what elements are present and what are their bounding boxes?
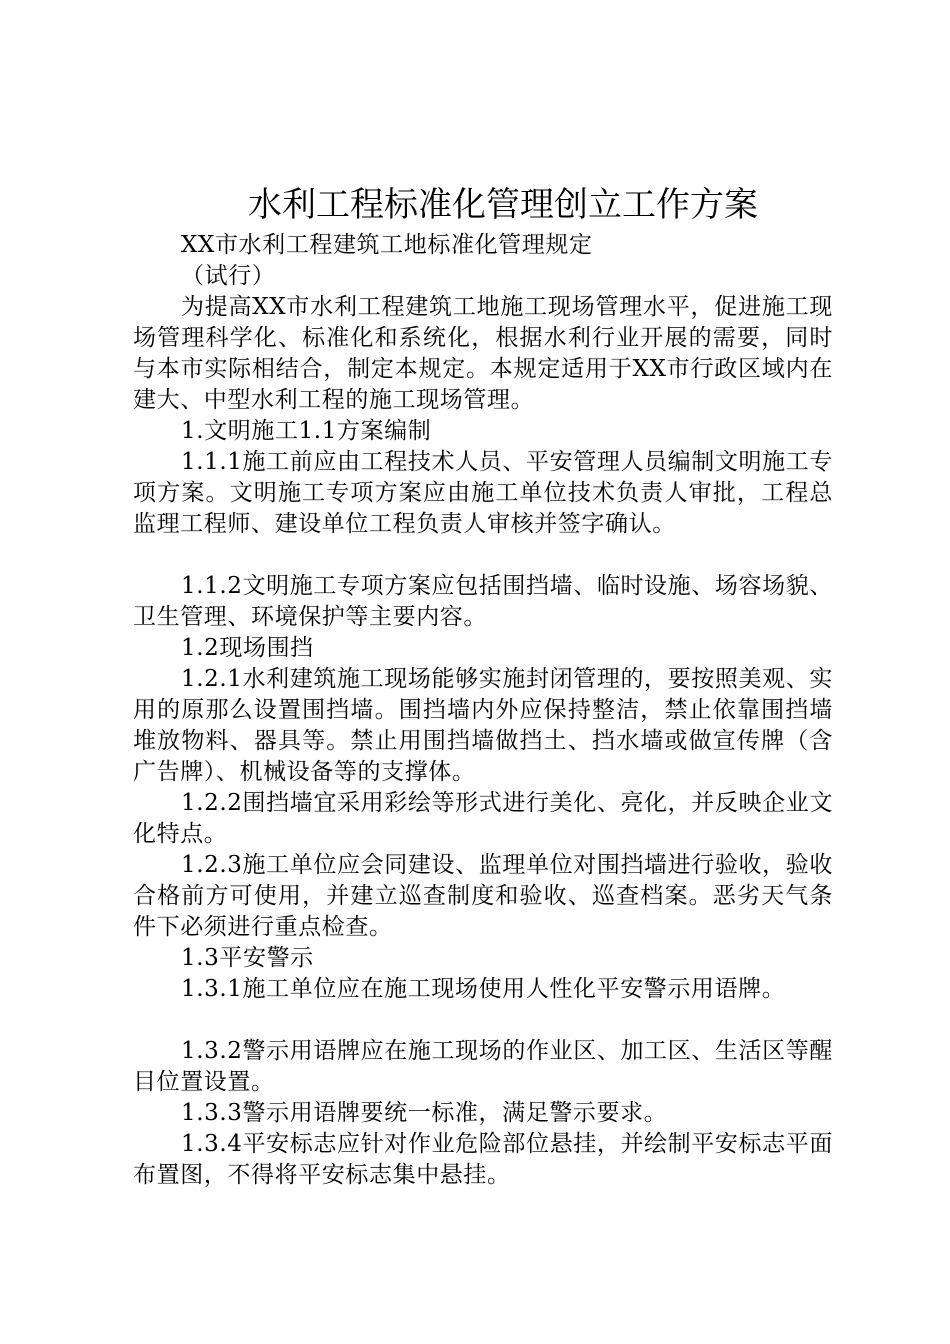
- paragraph-intro: 为提高XX市水利工程建筑工地施工现场管理水平，促进施工现场管理科学化、标准化和系统化，根据水利行业开展的需要，同时与本市实际相结合，制定本规定。本规定适用于XX市行政区域内在建大、中型水利工程的施工现场管理。: [133, 294, 833, 413]
- paragraph-1-3-3: 1.3.3警示用语牌要统一标准，满足警示要求。: [181, 1100, 668, 1126]
- paragraph-1-1-1: 1.1.1施工前应由工程技术人员、平安管理人员编制文明施工专项方案。文明施工专项方案应由施工单位技术负责人审批，工程总监理工程师、建设单位工程负责人审核并签字确认。: [133, 449, 833, 537]
- heading-1: 1.文明施工1.1方案编制: [181, 418, 432, 444]
- paragraph-1-2-2: 1.2.2围挡墙宜采用彩绘等形式进行美化、亮化，并反映企业文化特点。: [133, 790, 833, 847]
- document-page: [133, 180, 833, 1191]
- paragraph-1-3-1: 1.3.1施工单位应在施工现场使用人性化平安警示用语牌。: [181, 976, 786, 1002]
- document-title: 水利工程标准化管理创立工作方案: [248, 185, 758, 225]
- heading-1-3: 1.3平安警示: [181, 945, 314, 971]
- blank-line: [133, 1005, 833, 1036]
- subtitle: XX市水利工程建筑工地标准化管理规定: [181, 232, 593, 258]
- blank-line: [133, 540, 833, 571]
- paragraph-1-3-2: 1.3.2警示用语牌应在施工现场的作业区、加工区、生活区等醒目位置设置。: [133, 1038, 833, 1095]
- paragraph-1-2-3: 1.2.3施工单位应会同建设、监理单位对围挡墙进行验收，验收合格前方可使用，并建立巡查制度和验收、巡查档案。恶劣天气条件下必须进行重点检查。: [133, 852, 833, 940]
- heading-1-2: 1.2现场围挡: [181, 635, 314, 661]
- paragraph-1-3-4: 1.3.4平安标志应针对作业危险部位悬挂，并绘制平安标志平面布置图，不得将平安标志集中悬挂。: [133, 1131, 833, 1188]
- paragraph-1-1-2: 1.1.2文明施工专项方案应包括围挡墙、临时设施、场容场貌、卫生管理、环境保护等主要内容。: [133, 573, 833, 630]
- subtitle-note: （试行）: [181, 263, 276, 289]
- paragraph-1-2-1: 1.2.1水利建筑施工现场能够实施封闭管理的，要按照美观、实用的原那么设置围挡墙。围挡墙内外应保持整洁，禁止依靠围挡墙堆放物料、器具等。禁止用围挡墙做挡土、挡水墙或做宣传牌（含广告牌）、机械设备等的支撑体。: [133, 666, 833, 785]
